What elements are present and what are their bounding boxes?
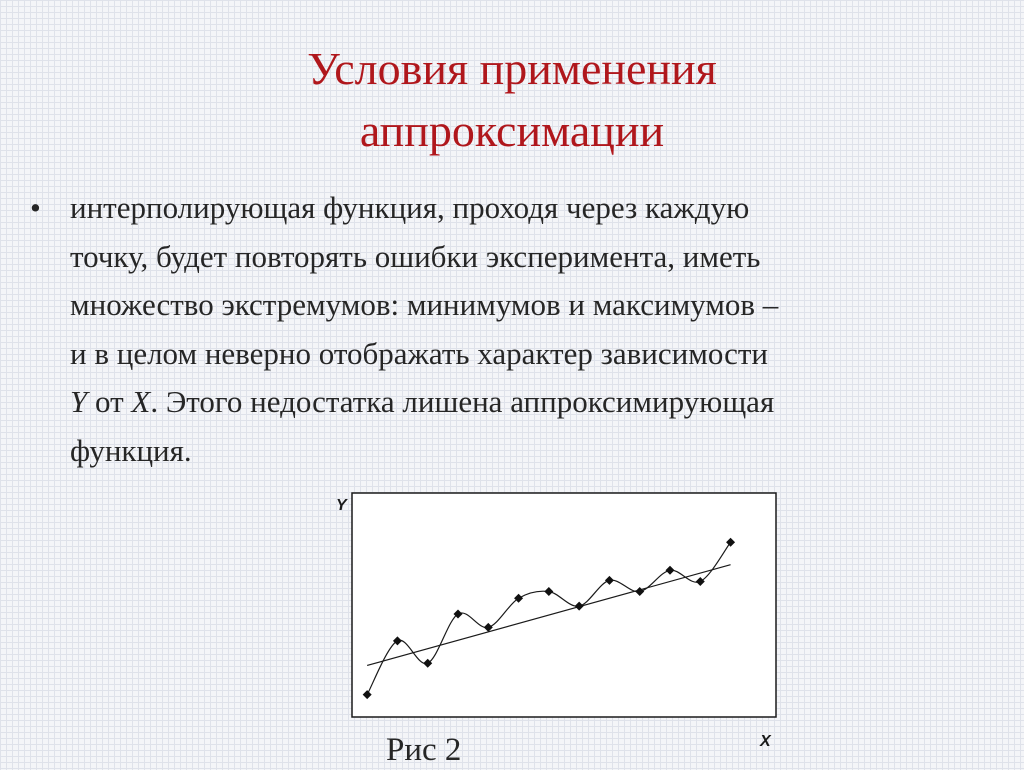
- x-axis-label: X: [760, 733, 771, 750]
- title-line-1: Условия применения: [307, 43, 717, 94]
- variable-y: Y: [70, 384, 88, 419]
- bullet-marker: •: [30, 190, 41, 225]
- approximation-figure: [330, 488, 790, 767]
- slide-title: [0, 38, 1024, 162]
- figure-caption: Рис 2: [386, 732, 462, 768]
- bullet-line-4: и в целом неверно отображать характер зависимости: [70, 335, 768, 371]
- variable-x: X: [131, 384, 151, 419]
- title-line-2: аппроксимации: [359, 105, 665, 156]
- bullet-line-5: Y от X. Этого недостатка лишена аппроксимирующая: [70, 384, 775, 419]
- bullet-line-3: множество экстремумов: минимумов и максимумов –: [70, 287, 779, 322]
- chart-svg: [330, 488, 790, 767]
- plot-frame: [352, 493, 776, 717]
- bullet-line-1: интерполирующая функция, проходя через каждую: [70, 190, 750, 225]
- y-axis-label: Y: [336, 497, 347, 514]
- bullet-item: [30, 184, 1000, 475]
- bullet-line-6: функция.: [70, 432, 192, 468]
- bullet-text: [70, 184, 1000, 475]
- bullet-line-2: точку, будет повторять ошибки эксперимента, иметь: [70, 238, 761, 274]
